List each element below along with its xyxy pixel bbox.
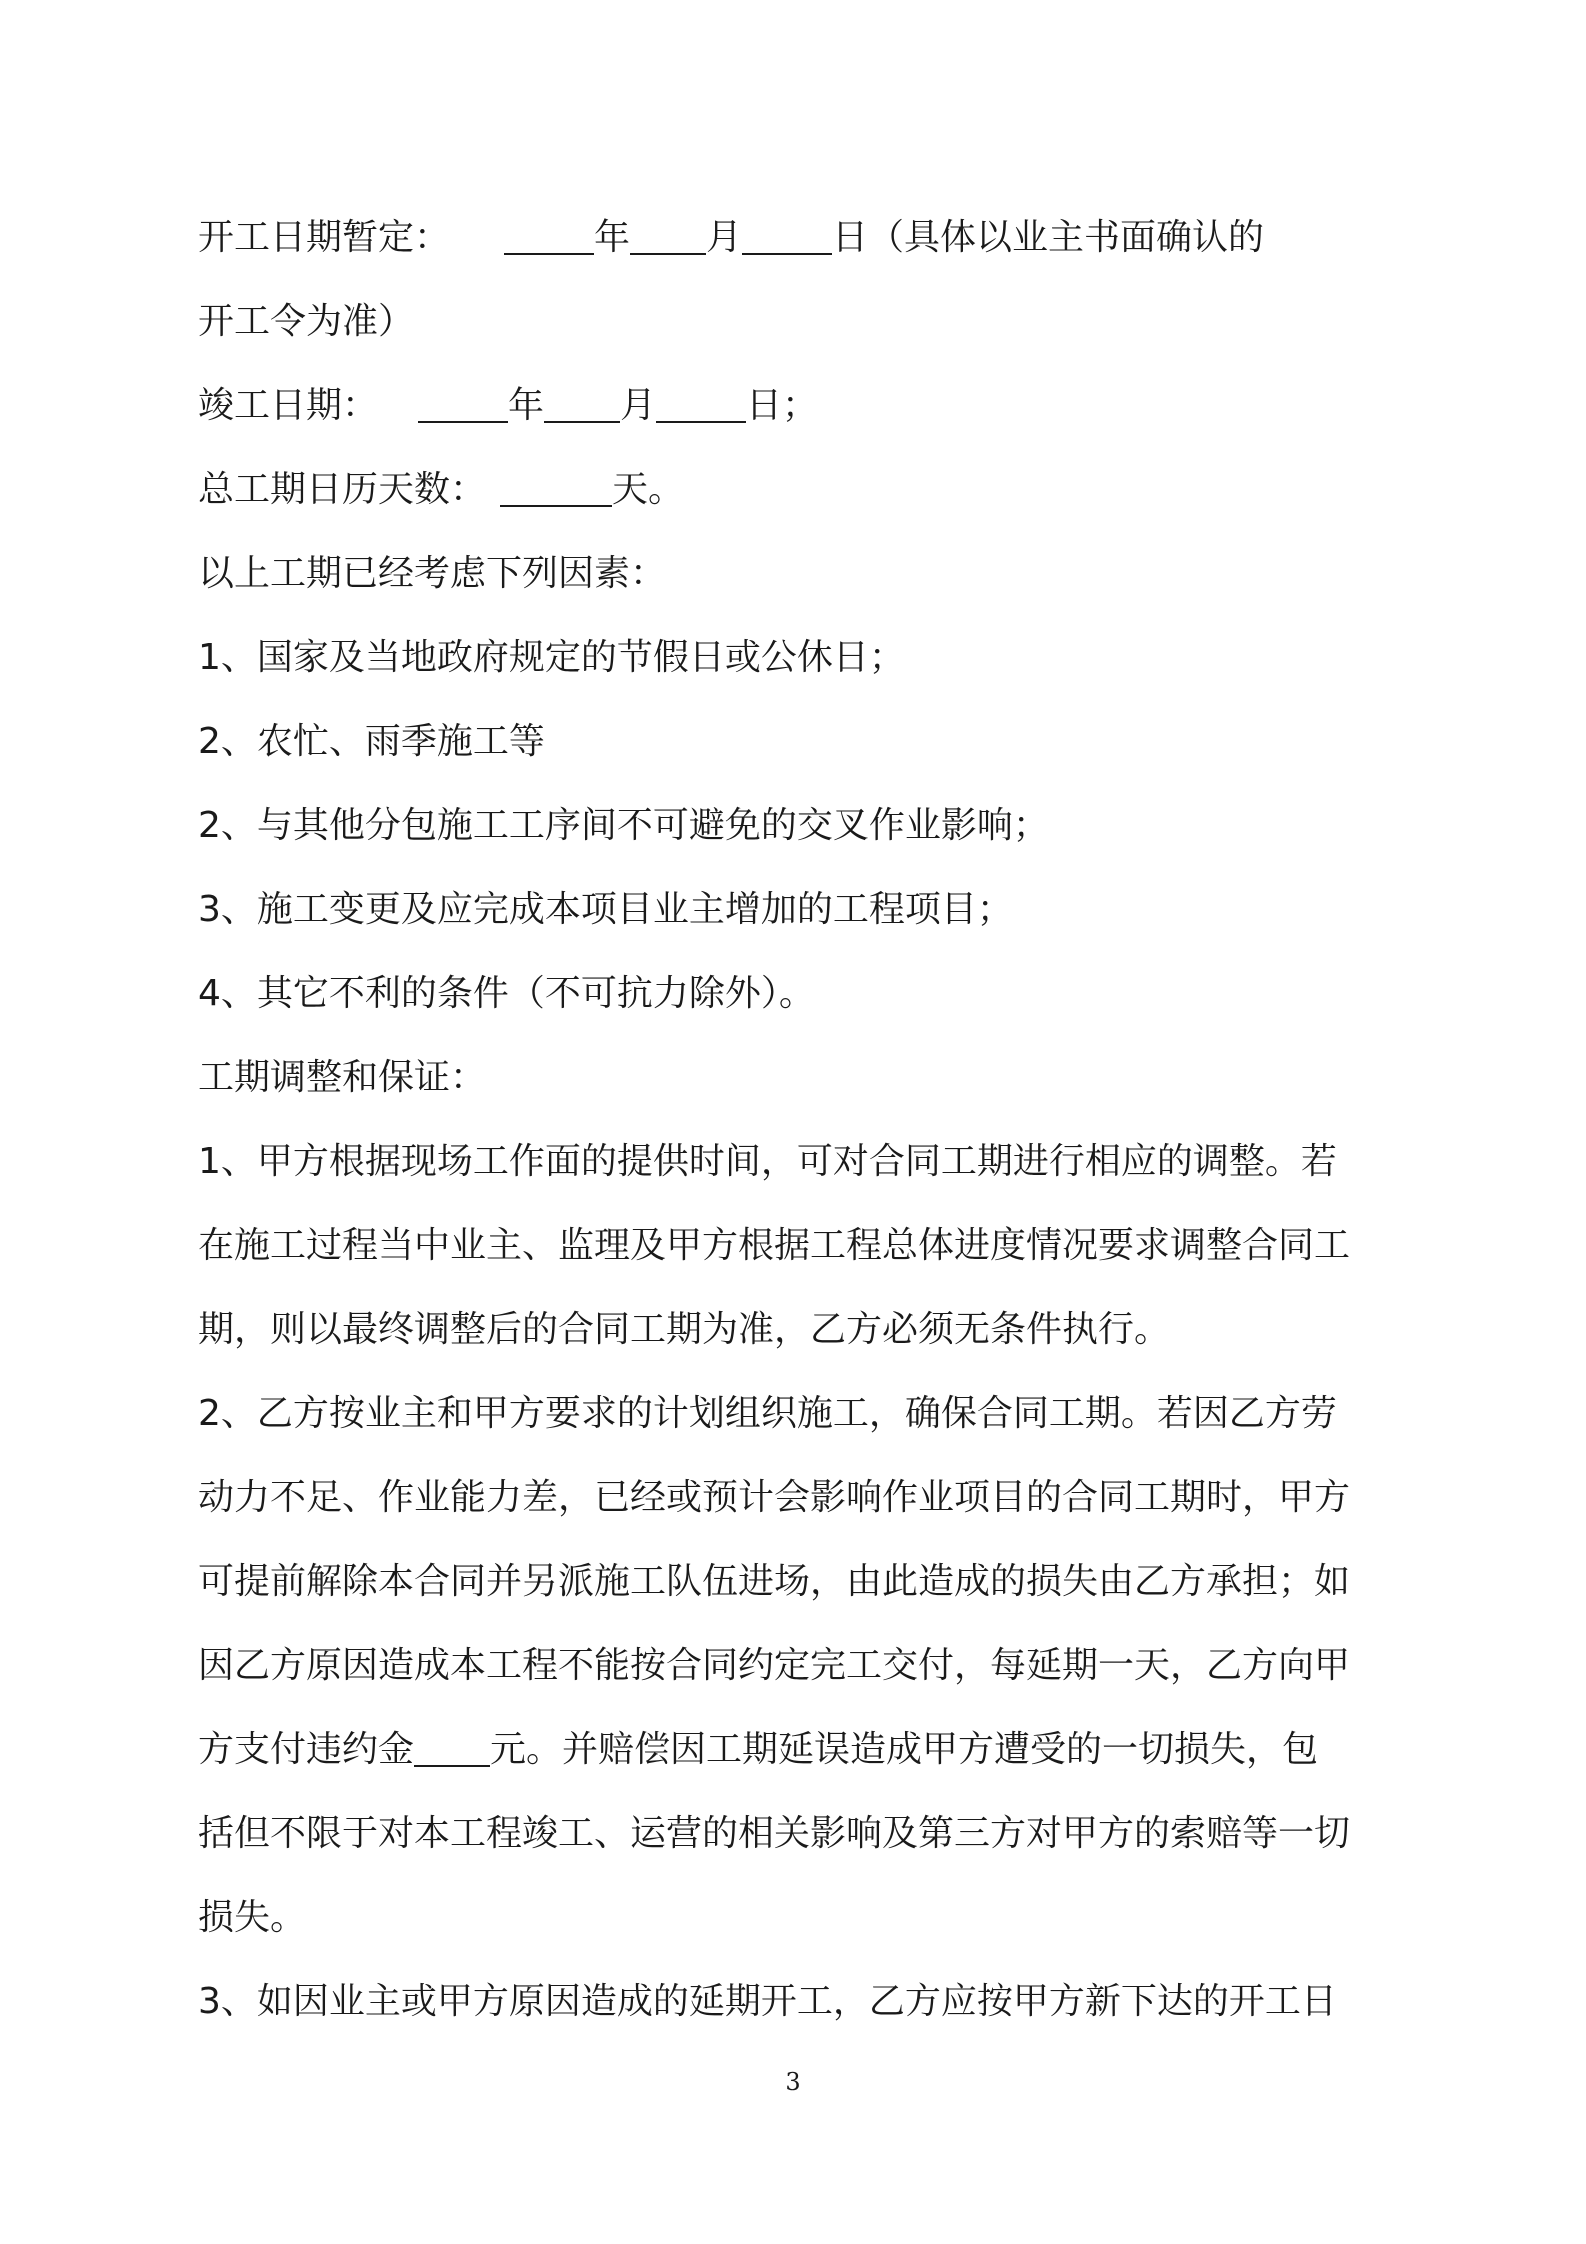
completion-day-suffix: 日；: [746, 385, 819, 426]
clause1-line: 在施工过程当中业主、监理及甲方根据工程总体进度情况要求调整合同工: [198, 1225, 1351, 1266]
start-day-blank: [742, 207, 832, 255]
start-month-suffix: 月: [706, 217, 743, 258]
clause3-line: 3、如因业主或甲方原因造成的延期开工，乙方应按甲方新下达的开工日: [198, 1981, 1337, 2022]
total-days-unit: 天。: [612, 469, 685, 510]
page-number: 3: [785, 2068, 801, 2096]
penalty-post-text: 元。并赔偿因工期延误造成甲方遭受的一切损失，包: [490, 1729, 1319, 1770]
clause2-line: 因乙方原因造成本工程不能按合同约定完工交付，每延期一天，乙方向甲: [198, 1645, 1351, 1686]
completion-year-blank: [418, 375, 508, 423]
factors-heading: 以上工期已经考虑下列因素：: [198, 553, 667, 594]
start-year-suffix: 年: [594, 217, 631, 258]
completion-date-label: 竣工日期：: [198, 385, 379, 426]
factor-item: 3、施工变更及应完成本项目业主增加的工程项目；: [198, 889, 1013, 930]
clause2-penalty-line: [198, 1708, 1398, 1792]
clause1-line: 期，则以最终调整后的合同工期为准，乙方必须无条件执行。: [198, 1309, 1171, 1350]
factor-item: 1、国家及当地政府规定的节假日或公休日；: [198, 637, 905, 678]
total-days-label: 总工期日历天数：: [198, 469, 487, 510]
start-year-blank: [504, 207, 594, 255]
clause2-line: 括但不限于对本工程竣工、运营的相关影响及第三方对甲方的索赔等一切: [198, 1813, 1351, 1854]
penalty-pre-text: 方支付违约金: [198, 1729, 415, 1770]
clause2-line: 可提前解除本合同并另派施工队伍进场，由此造成的损失由乙方承担；如: [198, 1561, 1351, 1602]
completion-day-blank: [656, 375, 746, 423]
start-date-label: 开工日期暂定：: [198, 217, 451, 258]
clause2-line: 2、乙方按业主和甲方要求的计划组织施工，确保合同工期。若因乙方劳: [198, 1393, 1337, 1434]
clause2-line: 损失。: [198, 1897, 307, 1938]
penalty-amount-blank: [414, 1719, 490, 1767]
factor-item: 2、与其他分包施工工序间不可避免的交叉作业影响；: [198, 805, 1049, 846]
adjust-heading: 工期调整和保证：: [198, 1057, 487, 1098]
completion-date-line: [198, 364, 1398, 448]
start-month-blank: [630, 207, 706, 255]
start-date-line: [198, 196, 1398, 280]
completion-year-suffix: 年: [508, 385, 545, 426]
clause1-line: 1、甲方根据现场工作面的提供时间，可对合同工期进行相应的调整。若: [198, 1141, 1337, 1182]
factor-item: 2、农忙、雨季施工等: [198, 721, 545, 762]
completion-month-blank: [544, 375, 620, 423]
total-days-blank: [500, 459, 612, 507]
total-days-line: [198, 448, 1398, 532]
start-day-note: 日（具体以业主书面确认的: [832, 217, 1265, 258]
clause2-line: 动力不足、作业能力差，已经或预计会影响作业项目的合同工期时，甲方: [198, 1477, 1351, 1518]
start-date-note-cont: 开工令为准）: [198, 301, 415, 342]
contract-body: [198, 196, 1398, 2044]
factor-item: 4、其它不利的条件（不可抗力除外）。: [198, 973, 815, 1014]
completion-month-suffix: 月: [620, 385, 657, 426]
